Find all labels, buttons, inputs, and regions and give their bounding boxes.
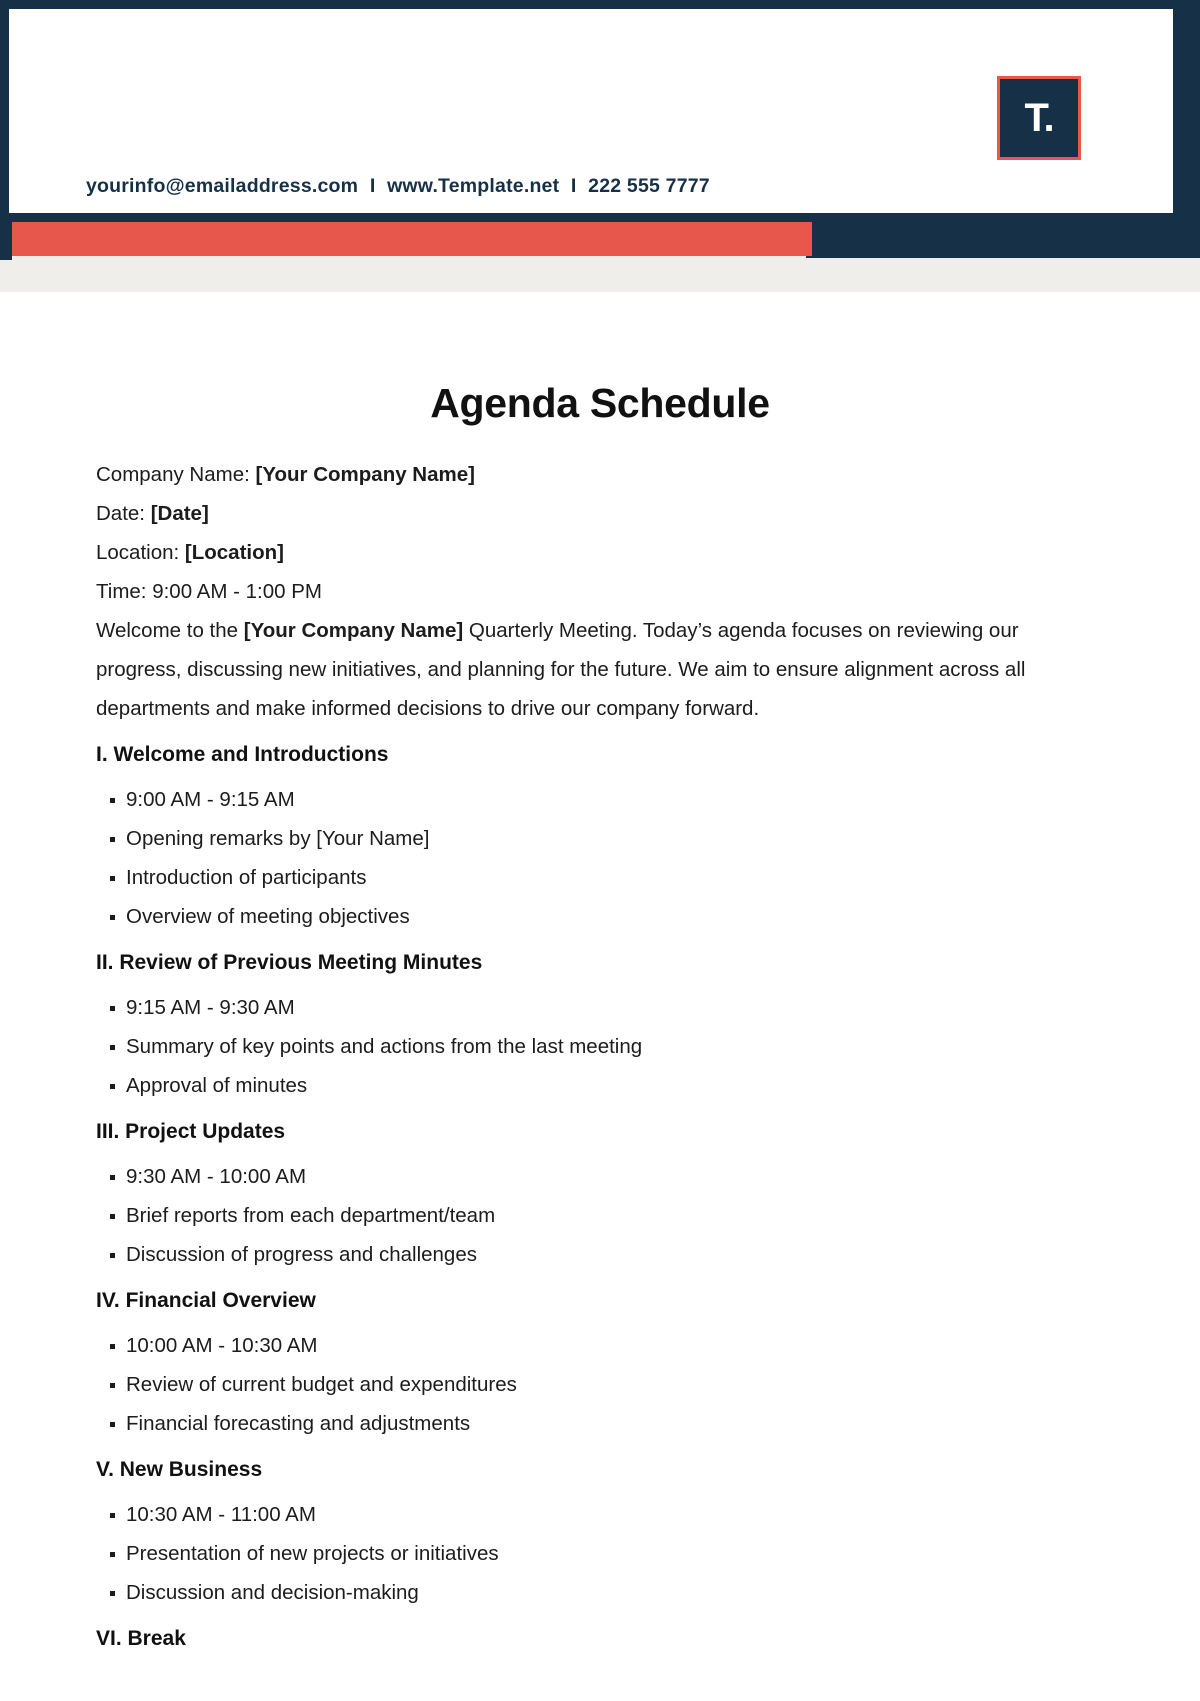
section-heading-1: I. Welcome and Introductions xyxy=(96,743,389,766)
list-item: Summary of key points and actions from the last meeting xyxy=(126,1027,1104,1066)
header-accent-left-cap xyxy=(0,218,12,260)
list-item: Opening remarks by [Your Name] xyxy=(126,819,1104,858)
list-item: Discussion of progress and challenges xyxy=(126,1235,1104,1274)
list-item: Review of current budget and expenditures xyxy=(126,1365,1104,1404)
section-heading-5: V. New Business xyxy=(96,1458,263,1481)
header-contact-line xyxy=(86,175,710,198)
intro-prefix: Welcome to the xyxy=(96,619,244,642)
section-heading-3: III. Project Updates xyxy=(96,1120,286,1143)
section-items-5 xyxy=(96,1495,1104,1612)
meta-value-time: 9:00 AM - 1:00 PM xyxy=(152,580,322,603)
section-items-4 xyxy=(96,1326,1104,1443)
header-accent-bar xyxy=(0,222,812,256)
list-item: Brief reports from each department/team xyxy=(126,1196,1104,1235)
logo-text: T. xyxy=(1024,96,1054,140)
meta-row-location xyxy=(96,533,1104,572)
list-item: 9:15 AM - 9:30 AM xyxy=(126,988,1104,1027)
intro-company-placeholder: [Your Company Name] xyxy=(243,619,464,642)
list-item: 10:30 AM - 11:00 AM xyxy=(126,1495,1104,1534)
meta-label-location: Location: xyxy=(96,541,180,564)
intro-paragraph xyxy=(96,611,1104,728)
meta-block xyxy=(96,455,1104,611)
list-item: Approval of minutes xyxy=(126,1066,1104,1105)
meta-label-company: Company Name: xyxy=(96,463,250,486)
meta-row-date xyxy=(96,494,1104,533)
list-item: Financial forecasting and adjustments xyxy=(126,1404,1104,1443)
list-item: 10:00 AM - 10:30 AM xyxy=(126,1326,1104,1365)
contact-email: yourinfo@emailaddress.com xyxy=(86,175,359,197)
contact-separator-1: I xyxy=(369,175,376,197)
section-heading-4: IV. Financial Overview xyxy=(96,1289,316,1312)
list-item: Discussion and decision-making xyxy=(126,1573,1104,1612)
meta-value-company: [Your Company Name] xyxy=(255,463,475,486)
contact-separator-2: I xyxy=(570,175,577,197)
contact-website: www.Template.net xyxy=(387,175,560,197)
section-items-3 xyxy=(96,1157,1104,1274)
meta-value-location: [Location] xyxy=(184,541,284,564)
document-header xyxy=(0,0,1200,292)
meta-label-time: Time: xyxy=(96,580,147,603)
company-logo xyxy=(997,76,1081,160)
meta-value-date: [Date] xyxy=(150,502,209,525)
list-item: 9:00 AM - 9:15 AM xyxy=(126,780,1104,819)
document-body xyxy=(0,292,1200,1658)
meta-row-time xyxy=(96,572,1104,611)
list-item: 9:30 AM - 10:00 AM xyxy=(126,1157,1104,1196)
section-heading-6: VI. Break xyxy=(96,1627,186,1650)
section-items-1 xyxy=(96,780,1104,936)
intro-rest: Quarterly Meeting. Today’s agenda focuses on reviewing our progress, discussing new initiatives, and planning for the future. We aim to ensure alignment across all departments and make informed decisions to drive our company forward. xyxy=(96,619,1026,720)
list-item: Overview of meeting objectives xyxy=(126,897,1104,936)
section-items-2 xyxy=(96,988,1104,1105)
list-item: Introduction of participants xyxy=(126,858,1104,897)
meta-row-company xyxy=(96,455,1104,494)
section-heading-2: II. Review of Previous Meeting Minutes xyxy=(96,951,483,974)
list-item: Presentation of new projects or initiatives xyxy=(126,1534,1104,1573)
meta-label-date: Date: xyxy=(96,502,145,525)
page-title: Agenda Schedule xyxy=(430,380,770,426)
contact-phone: 222 555 7777 xyxy=(588,175,710,197)
